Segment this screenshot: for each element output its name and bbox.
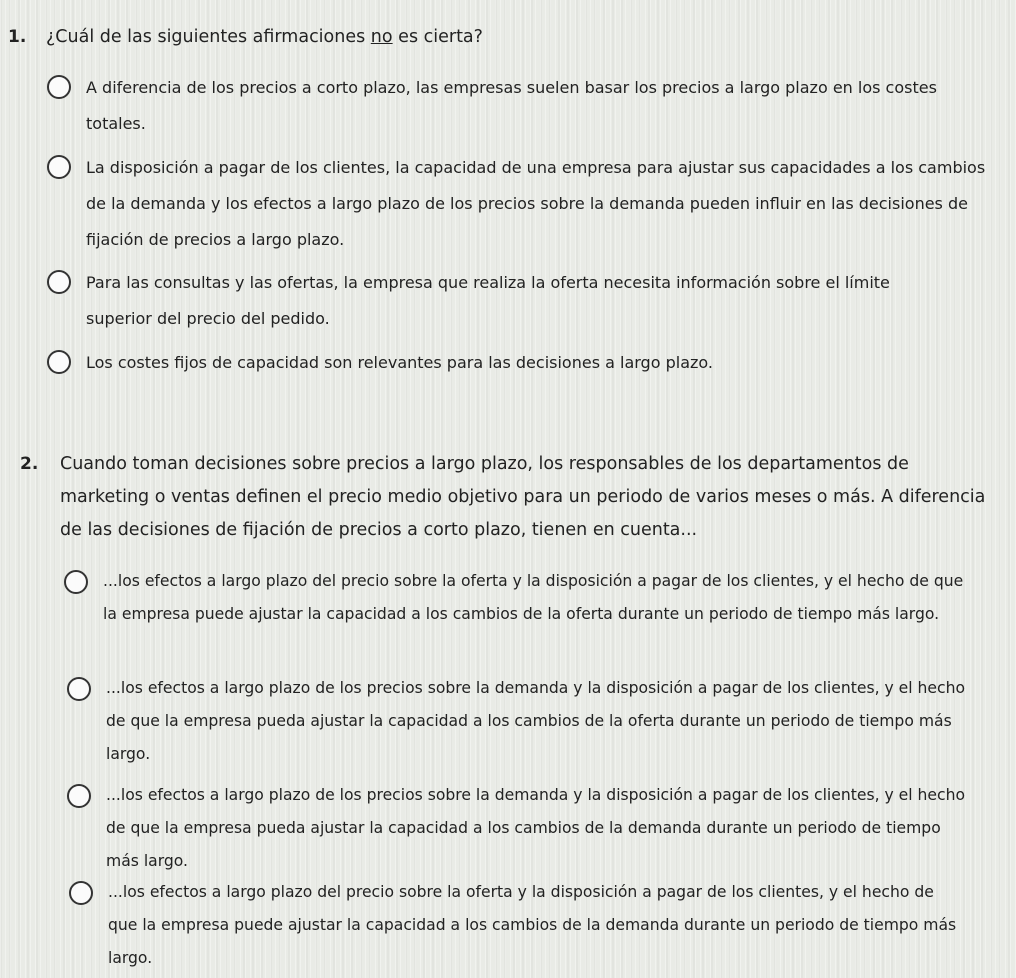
question-1-option-1[interactable]: [0, 70, 1016, 142]
question-1-option-4[interactable]: [0, 345, 1016, 381]
option-label: ...los efectos a largo plazo de los precios sobre la demanda y la disposición a pagar de los clientes, y el hecho de que la empresa pueda ajustar la capacidad a los cambios de la demanda durante un periodo de tiempo más largo.: [106, 786, 966, 870]
question-2-option-1[interactable]: [0, 565, 1016, 665]
option-label: La disposición a pagar de los clientes, la capacidad de una empresa para ajustar sus capacidades a los cambios de la demanda y los efectos a largo plazo de los precios sobre la demanda pueden influir en las decisiones de fijación de precios a largo plazo.: [86, 158, 986, 249]
question-2-number: 2.: [20, 454, 39, 474]
radio-button[interactable]: [47, 270, 71, 294]
option-label: ...los efectos a largo plazo del precio sobre la oferta y la disposición a pagar de los clientes, y el hecho de que la empresa puede ajustar la capacidad a los cambios de la demanda durante un periodo de tiempo más largo.: [108, 883, 957, 967]
option-label: Para las consultas y las ofertas, la empresa que realiza la oferta necesita información sobre el límite superior del precio del pedido.: [86, 273, 890, 328]
option-label: Los costes fijos de capacidad son relevantes para las decisiones a largo plazo.: [86, 353, 713, 372]
radio-button[interactable]: [69, 881, 93, 905]
question-2-option-3[interactable]: [0, 779, 1016, 879]
radio-button[interactable]: [67, 677, 91, 701]
radio-button[interactable]: [67, 784, 91, 808]
option-label: ...los efectos a largo plazo de los precios sobre la demanda y la disposición a pagar de los clientes, y el hecho de que la empresa pueda ajustar la capacidad a los cambios de la oferta durante un periodo de tiempo más largo.: [106, 679, 966, 763]
question-2-text: Cuando toman decisiones sobre precios a largo plazo, los responsables de los departamentos de marketing o ventas definen el precio medio objetivo para un periodo de varios meses o más. A diferencia de las decisiones de fijación de precios a corto plazo, tienen en cuenta...: [60, 454, 986, 540]
question-1-text: ¿Cuál de las siguientes afirmaciones no es cierta?: [46, 27, 483, 47]
question-2-option-2[interactable]: [0, 672, 1016, 772]
question-1-option-3[interactable]: [0, 265, 1016, 337]
question-1-emphasis: no: [370, 27, 393, 47]
option-label: ...los efectos a largo plazo del precio sobre la oferta y la disposición a pagar de los clientes, y el hecho de que la empresa puede ajustar la capacidad a los cambios de la oferta durante un periodo de tiempo más largo.: [103, 572, 964, 623]
radio-button[interactable]: [64, 570, 88, 594]
question-1-number: 1.: [8, 27, 27, 47]
option-label: A diferencia de los precios a corto plazo, las empresas suelen basar los precios a largo plazo en los costes totales.: [86, 78, 937, 133]
radio-button[interactable]: [47, 350, 71, 374]
question-1-option-2[interactable]: [0, 150, 1016, 258]
radio-button[interactable]: [47, 75, 71, 99]
question-2-option-4[interactable]: [0, 876, 1016, 976]
radio-button[interactable]: [47, 155, 71, 179]
